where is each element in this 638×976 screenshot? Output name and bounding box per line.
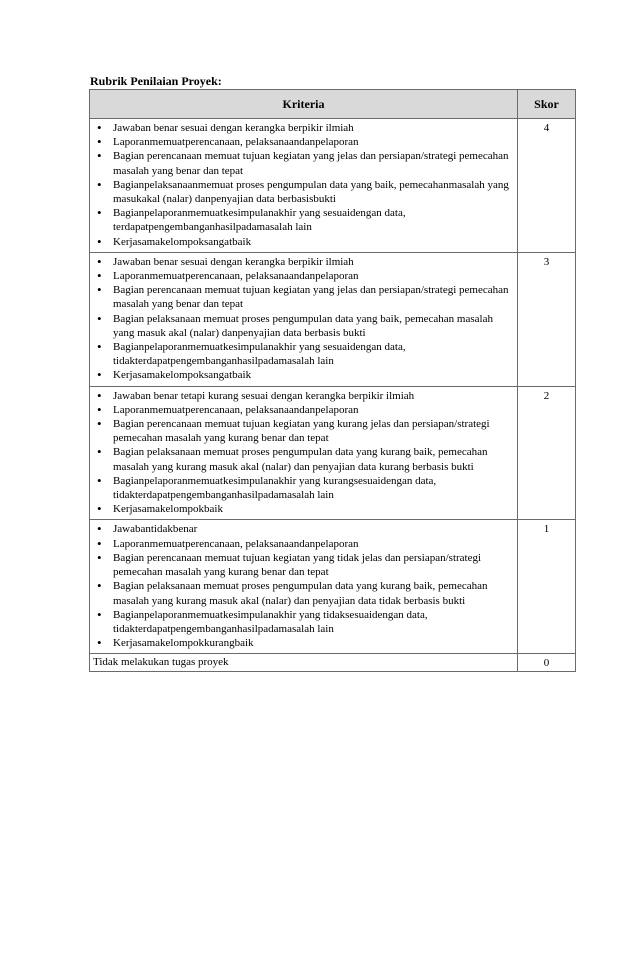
list-item: • Jawaban benar sesuai dengan kerangka berpikir ilmiah xyxy=(92,121,511,135)
criteria-cell xyxy=(90,520,518,654)
list-item: • Jawaban benar sesuai dengan kerangka berpikir ilmiah xyxy=(92,255,511,269)
list-item: • Bagian pelaksanaan memuat proses pengumpulan data yang kurang baik, pemecahan masalah yang kurang masuk akal (nalar) dan penyajian data tidak berbasis bukti xyxy=(92,579,511,607)
criteria-cell xyxy=(90,119,518,253)
score-cell: 4 xyxy=(518,119,576,253)
list-item: • Kerjasamakelompokkurangbaik xyxy=(92,636,511,650)
list-item: • Bagianpelaporanmemuatkesimpulanakhir yang sesuaidengan data, tidakterdapatpengembanganhasilpadamasalah lain xyxy=(92,340,511,368)
criteria-list xyxy=(92,389,511,517)
table-row xyxy=(90,119,576,253)
table-row xyxy=(90,520,576,654)
score-cell: 2 xyxy=(518,386,576,520)
list-item: • Bagian perencanaan memuat tujuan kegiatan yang jelas dan persiapan/strategi pemecahan masalah yang benar dan tepat xyxy=(92,283,511,311)
list-item: • Bagianpelaporanmemuatkesimpulanakhir yang tidaksesuaidengan data, tidakterdapatpengembanganhasilpadamasalah lain xyxy=(92,608,511,636)
list-item: • Kerjasamakelompokbaik xyxy=(92,502,511,516)
score-header: Skor xyxy=(518,90,576,119)
header-row xyxy=(90,90,576,119)
list-item: • Laporanmemuatperencanaan, pelaksanaandanpelaporan xyxy=(92,269,511,283)
criteria-cell xyxy=(90,386,518,520)
list-item: • Laporanmemuatperencanaan, pelaksanaandanpelaporan xyxy=(92,537,511,551)
list-item: • Laporanmemuatperencanaan, pelaksanaandanpelaporan xyxy=(92,135,511,149)
criteria-header: Kriteria xyxy=(90,90,518,119)
list-item: • Jawaban benar tetapi kurang sesuai dengan kerangka berpikir ilmiah xyxy=(92,389,511,403)
page-title: Rubrik Penilaian Proyek: xyxy=(90,74,222,88)
list-item: • Kerjasamakelompoksangatbaik xyxy=(92,235,511,249)
score-cell: 1 xyxy=(518,520,576,654)
criteria-list xyxy=(92,121,511,249)
list-item: • Laporanmemuatperencanaan, pelaksanaandanpelaporan xyxy=(92,403,511,417)
list-item: • Bagian perencanaan memuat tujuan kegiatan yang kurang jelas dan persiapan/strategi pemecahan masalah yang kurang benar dan tepat xyxy=(92,417,511,445)
table-row xyxy=(90,252,576,386)
table-row xyxy=(90,386,576,520)
list-item: • Bagianpelaporanmemuatkesimpulanakhir yang sesuaidengan data, terdapatpengembanganhasilpadamasalah lain xyxy=(92,206,511,234)
criteria-list xyxy=(92,255,511,383)
list-item: • Bagian pelaksanaan memuat proses pengumpulan data yang kurang baik, pemecahan masalah yang kurang masuk akal (nalar) dan penyajian data kurang berbasis bukti xyxy=(92,445,511,473)
list-item: • Jawabantidakbenar xyxy=(92,522,511,536)
table-row xyxy=(90,654,576,671)
list-item: • Bagianpelaksanaanmemuat proses pengumpulan data yang baik, pemecahanmasalah yang masukakal (nalar) danpenyajian data berbasisbukti xyxy=(92,178,511,206)
list-item: • Kerjasamakelompoksangatbaik xyxy=(92,368,511,382)
criteria-cell xyxy=(90,252,518,386)
score-cell: 3 xyxy=(518,252,576,386)
rubric-table xyxy=(89,89,576,672)
criteria-list xyxy=(92,522,511,650)
criteria-cell: Tidak melakukan tugas proyek xyxy=(90,654,518,671)
list-item: • Bagian perencanaan memuat tujuan kegiatan yang jelas dan persiapan/strategi pemecahan masalah yang benar dan tepat xyxy=(92,149,511,177)
list-item: • Bagian perencanaan memuat tujuan kegiatan yang tidak jelas dan persiapan/strategi pemecahan masalah yang kurang benar dan tepat xyxy=(92,551,511,579)
list-item: • Bagian pelaksanaan memuat proses pengumpulan data yang baik, pemecahan masalah yang masuk akal (nalar) danpenyajian data berbasis bukti xyxy=(92,312,511,340)
score-cell: 0 xyxy=(518,654,576,671)
list-item: • Bagianpelaporanmemuatkesimpulanakhir yang kurangsesuaidengan data, tidakterdapatpengembanganhasilpadamasalah lain xyxy=(92,474,511,502)
